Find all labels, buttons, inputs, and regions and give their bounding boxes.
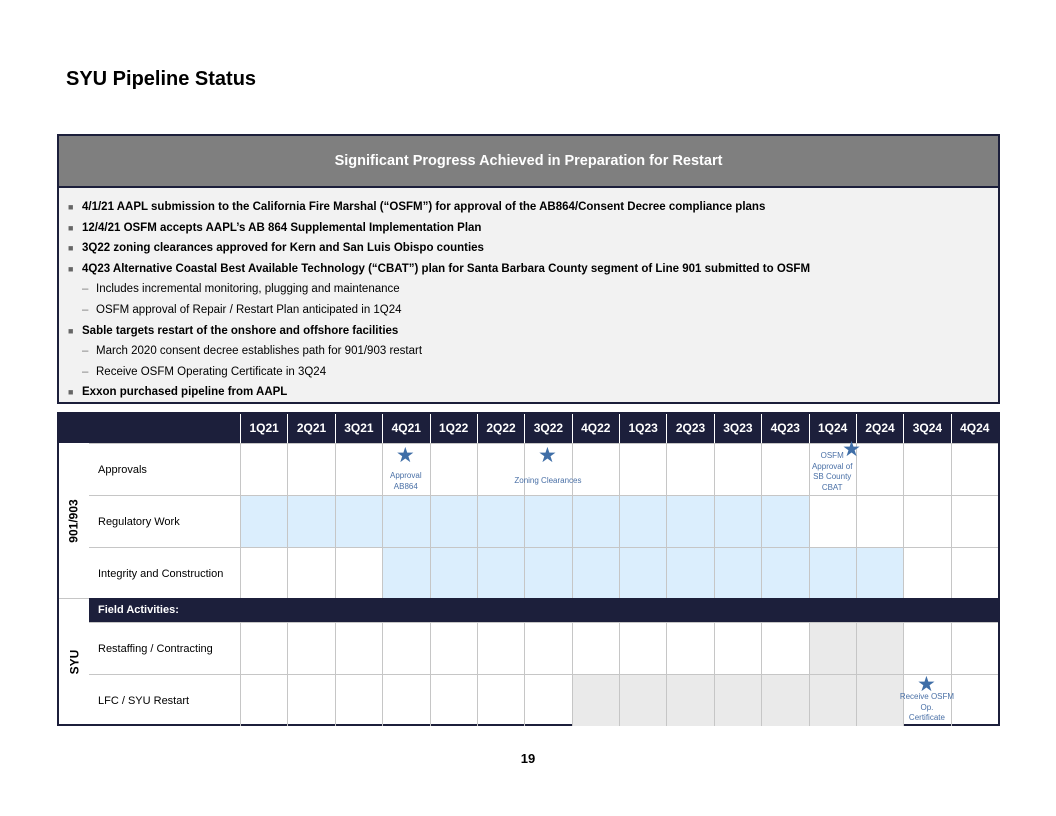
timeline-cell — [382, 547, 429, 599]
bullet-text: Includes incremental monitoring, plugging and maintenance — [96, 283, 400, 296]
timeline-cell — [524, 674, 571, 726]
timeline-cell — [572, 547, 619, 599]
timeline-cell — [619, 674, 666, 726]
milestone-label-line: Op. — [920, 702, 934, 712]
row-label: Integrity and Construction — [89, 547, 240, 599]
timeline-cell — [287, 443, 334, 495]
dash-bullet-icon: – — [82, 283, 89, 296]
timeline-cell — [477, 443, 524, 495]
milestone-star-icon: ★ — [842, 438, 861, 461]
group-label — [59, 443, 89, 599]
bullet-text: Receive OSFM Operating Certificate in 3Q24 — [96, 365, 327, 378]
timeline-cell — [477, 674, 524, 726]
timeline-cell — [572, 674, 619, 726]
dash-bullet-icon: – — [82, 345, 89, 358]
milestone-label — [892, 692, 962, 724]
timeline-cell — [666, 547, 713, 599]
summary-bullet-list — [59, 188, 998, 403]
milestone-star-icon: ★ — [395, 444, 415, 467]
timeline-cell — [240, 495, 287, 547]
bullet-text: 4Q23 Alternative Coastal Best Available Technology (“CBAT”) plan for Santa Barbara County segment of Line 901 submitted to OSFM — [82, 262, 811, 275]
timeline-cell — [809, 674, 856, 726]
milestone-label-line: Zoning Clearances — [514, 476, 582, 485]
timeline-cell — [761, 622, 808, 674]
quarter-label: 3Q21 — [335, 414, 382, 443]
timeline-cell — [240, 443, 287, 495]
bullet-item — [68, 197, 998, 218]
quarter-label: 4Q22 — [572, 414, 619, 443]
sub-bullet-item — [68, 341, 998, 362]
quarter-label: 4Q23 — [761, 414, 808, 443]
bullet-item — [68, 259, 998, 280]
quarter-label: 3Q22 — [524, 414, 571, 443]
timeline-cell — [524, 547, 571, 599]
timeline-cell — [619, 443, 666, 495]
bullet-item — [68, 218, 998, 239]
timeline-cell — [951, 547, 998, 599]
timeline-cell — [666, 622, 713, 674]
timeline-cell — [430, 495, 477, 547]
timeline-cell — [856, 622, 903, 674]
timeline-cell — [572, 443, 619, 495]
timeline-cell — [951, 443, 998, 495]
milestone-label — [376, 471, 436, 492]
quarter-label: 1Q22 — [430, 414, 477, 443]
bullet-item — [68, 321, 998, 342]
square-bullet-icon: ■ — [68, 202, 74, 212]
timeline-cell — [477, 547, 524, 599]
milestone-label — [802, 451, 862, 493]
bullet-text: 4/1/21 AAPL submission to the California Fire Marshal (“OSFM”) for approval of the AB864/Consent Decree compliance plans — [82, 201, 766, 213]
timeline-cell — [240, 674, 287, 726]
square-bullet-icon: ■ — [68, 263, 74, 274]
milestone-label-line: Receive OSFM — [899, 692, 955, 701]
quarter-label: 2Q21 — [287, 414, 334, 443]
page-title: SYU Pipeline Status — [66, 68, 257, 90]
timeline-cell — [903, 622, 950, 674]
square-bullet-icon: ■ — [68, 387, 74, 398]
bullet-text: 3Q22 zoning clearances approved for Kern and San Luis Obispo counties — [82, 242, 484, 255]
timeline-cell — [335, 547, 382, 599]
square-bullet-icon: ■ — [68, 222, 74, 233]
timeline-cell — [524, 622, 571, 674]
timeline-cell — [335, 622, 382, 674]
timeline-cell — [335, 674, 382, 726]
timeline-cell — [714, 495, 761, 547]
timeline-cell — [714, 443, 761, 495]
timeline-cell — [856, 495, 903, 547]
timeline-cell — [666, 495, 713, 547]
restart-timeline — [57, 412, 1000, 726]
bullet-text: OSFM approval of Repair / Restart Plan anticipated in 1Q24 — [96, 303, 402, 316]
square-bullet-icon: ■ — [68, 325, 74, 336]
timeline-cell — [903, 443, 950, 495]
bullet-text: Exxon purchased pipeline from AAPL — [82, 386, 288, 399]
timeline-cell — [809, 495, 856, 547]
timeline-cell — [382, 495, 429, 547]
group-label-text: 901/903 — [67, 499, 82, 543]
timeline-cell — [572, 622, 619, 674]
timeline-cell — [382, 622, 429, 674]
timeline-cell — [335, 495, 382, 547]
bullet-item — [68, 238, 998, 259]
timeline-cell — [809, 622, 856, 674]
timeline-cell — [477, 622, 524, 674]
timeline-cell — [240, 547, 287, 599]
milestone-label-line: Approval of — [811, 461, 853, 471]
summary-panel — [57, 134, 1000, 404]
quarter-label: 3Q24 — [903, 414, 950, 443]
group-label — [59, 598, 89, 724]
milestone-label-line: SB County — [813, 472, 852, 481]
timeline-cell — [382, 674, 429, 726]
milestone-label-line: CBAT — [821, 482, 843, 492]
quarter-label: 2Q22 — [477, 414, 524, 443]
timeline-cell — [714, 622, 761, 674]
timeline-cell — [761, 547, 808, 599]
timeline-cell — [903, 495, 950, 547]
square-bullet-icon: ■ — [68, 243, 74, 254]
row-label: Approvals — [89, 443, 240, 495]
sub-bullet-item — [68, 279, 998, 300]
row-label: Restaffing / Contracting — [89, 622, 240, 674]
sub-bullet-item — [68, 300, 998, 321]
sub-bullet-item — [68, 362, 998, 383]
timeline-cell — [240, 622, 287, 674]
timeline-cell — [619, 547, 666, 599]
timeline-cell — [287, 547, 334, 599]
timeline-cell — [761, 674, 808, 726]
timeline-cell — [856, 443, 903, 495]
row-label: LFC / SYU Restart — [89, 674, 240, 726]
quarter-label: 4Q21 — [382, 414, 429, 443]
timeline-cell — [524, 495, 571, 547]
timeline-cell — [951, 495, 998, 547]
milestone-label-line: OSFM — [820, 451, 844, 460]
timeline-cell — [856, 547, 903, 599]
bullet-text: 12/4/21 OSFM accepts AAPL’s AB 864 Supplemental Implementation Plan — [82, 221, 482, 234]
timeline-cell — [714, 547, 761, 599]
timeline-cell — [903, 547, 950, 599]
timeline-cell — [572, 495, 619, 547]
bullet-item — [68, 382, 998, 403]
quarter-label: 2Q24 — [856, 414, 903, 443]
row-label: Regulatory Work — [89, 495, 240, 547]
page-number: 19 — [520, 751, 536, 766]
timeline-cell — [430, 443, 477, 495]
milestone-star-icon: ★ — [537, 444, 557, 467]
timeline-cell — [477, 495, 524, 547]
timeline-cell — [714, 674, 761, 726]
quarter-label: 2Q23 — [666, 414, 713, 443]
quarter-label: 1Q21 — [240, 414, 287, 443]
dash-bullet-icon: – — [82, 303, 89, 316]
milestone-star-icon: ★ — [916, 673, 936, 696]
timeline-cell — [809, 547, 856, 599]
timeline-cell — [666, 443, 713, 495]
milestone-label-line: Approval — [390, 471, 422, 480]
quarter-label: 1Q23 — [619, 414, 666, 443]
timeline-cell — [287, 622, 334, 674]
timeline-cell — [951, 622, 998, 674]
timeline-cell — [761, 495, 808, 547]
milestone-label-line: Certificate — [908, 713, 945, 722]
bullet-text: March 2020 consent decree establishes path for 901/903 restart — [96, 345, 423, 358]
dash-bullet-icon: – — [82, 365, 89, 378]
milestone-label — [503, 476, 593, 487]
field-activities-bar: Field Activities: — [89, 598, 998, 622]
timeline-cell — [430, 622, 477, 674]
timeline-cell — [430, 547, 477, 599]
summary-heading: Significant Progress Achieved in Preparation for Restart — [59, 136, 998, 188]
quarter-label: 4Q24 — [951, 414, 998, 443]
bullet-text: Sable targets restart of the onshore and offshore facilities — [82, 324, 399, 337]
timeline-cell — [287, 674, 334, 726]
quarter-label: 1Q24 — [809, 414, 856, 443]
timeline-cell — [287, 495, 334, 547]
timeline-cell — [666, 674, 713, 726]
timeline-cell — [619, 495, 666, 547]
timeline-cell — [619, 622, 666, 674]
quarter-label: 3Q23 — [714, 414, 761, 443]
timeline-cell — [430, 674, 477, 726]
milestone-label-line: AB864 — [393, 481, 418, 491]
group-label-text: SYU — [67, 649, 81, 674]
